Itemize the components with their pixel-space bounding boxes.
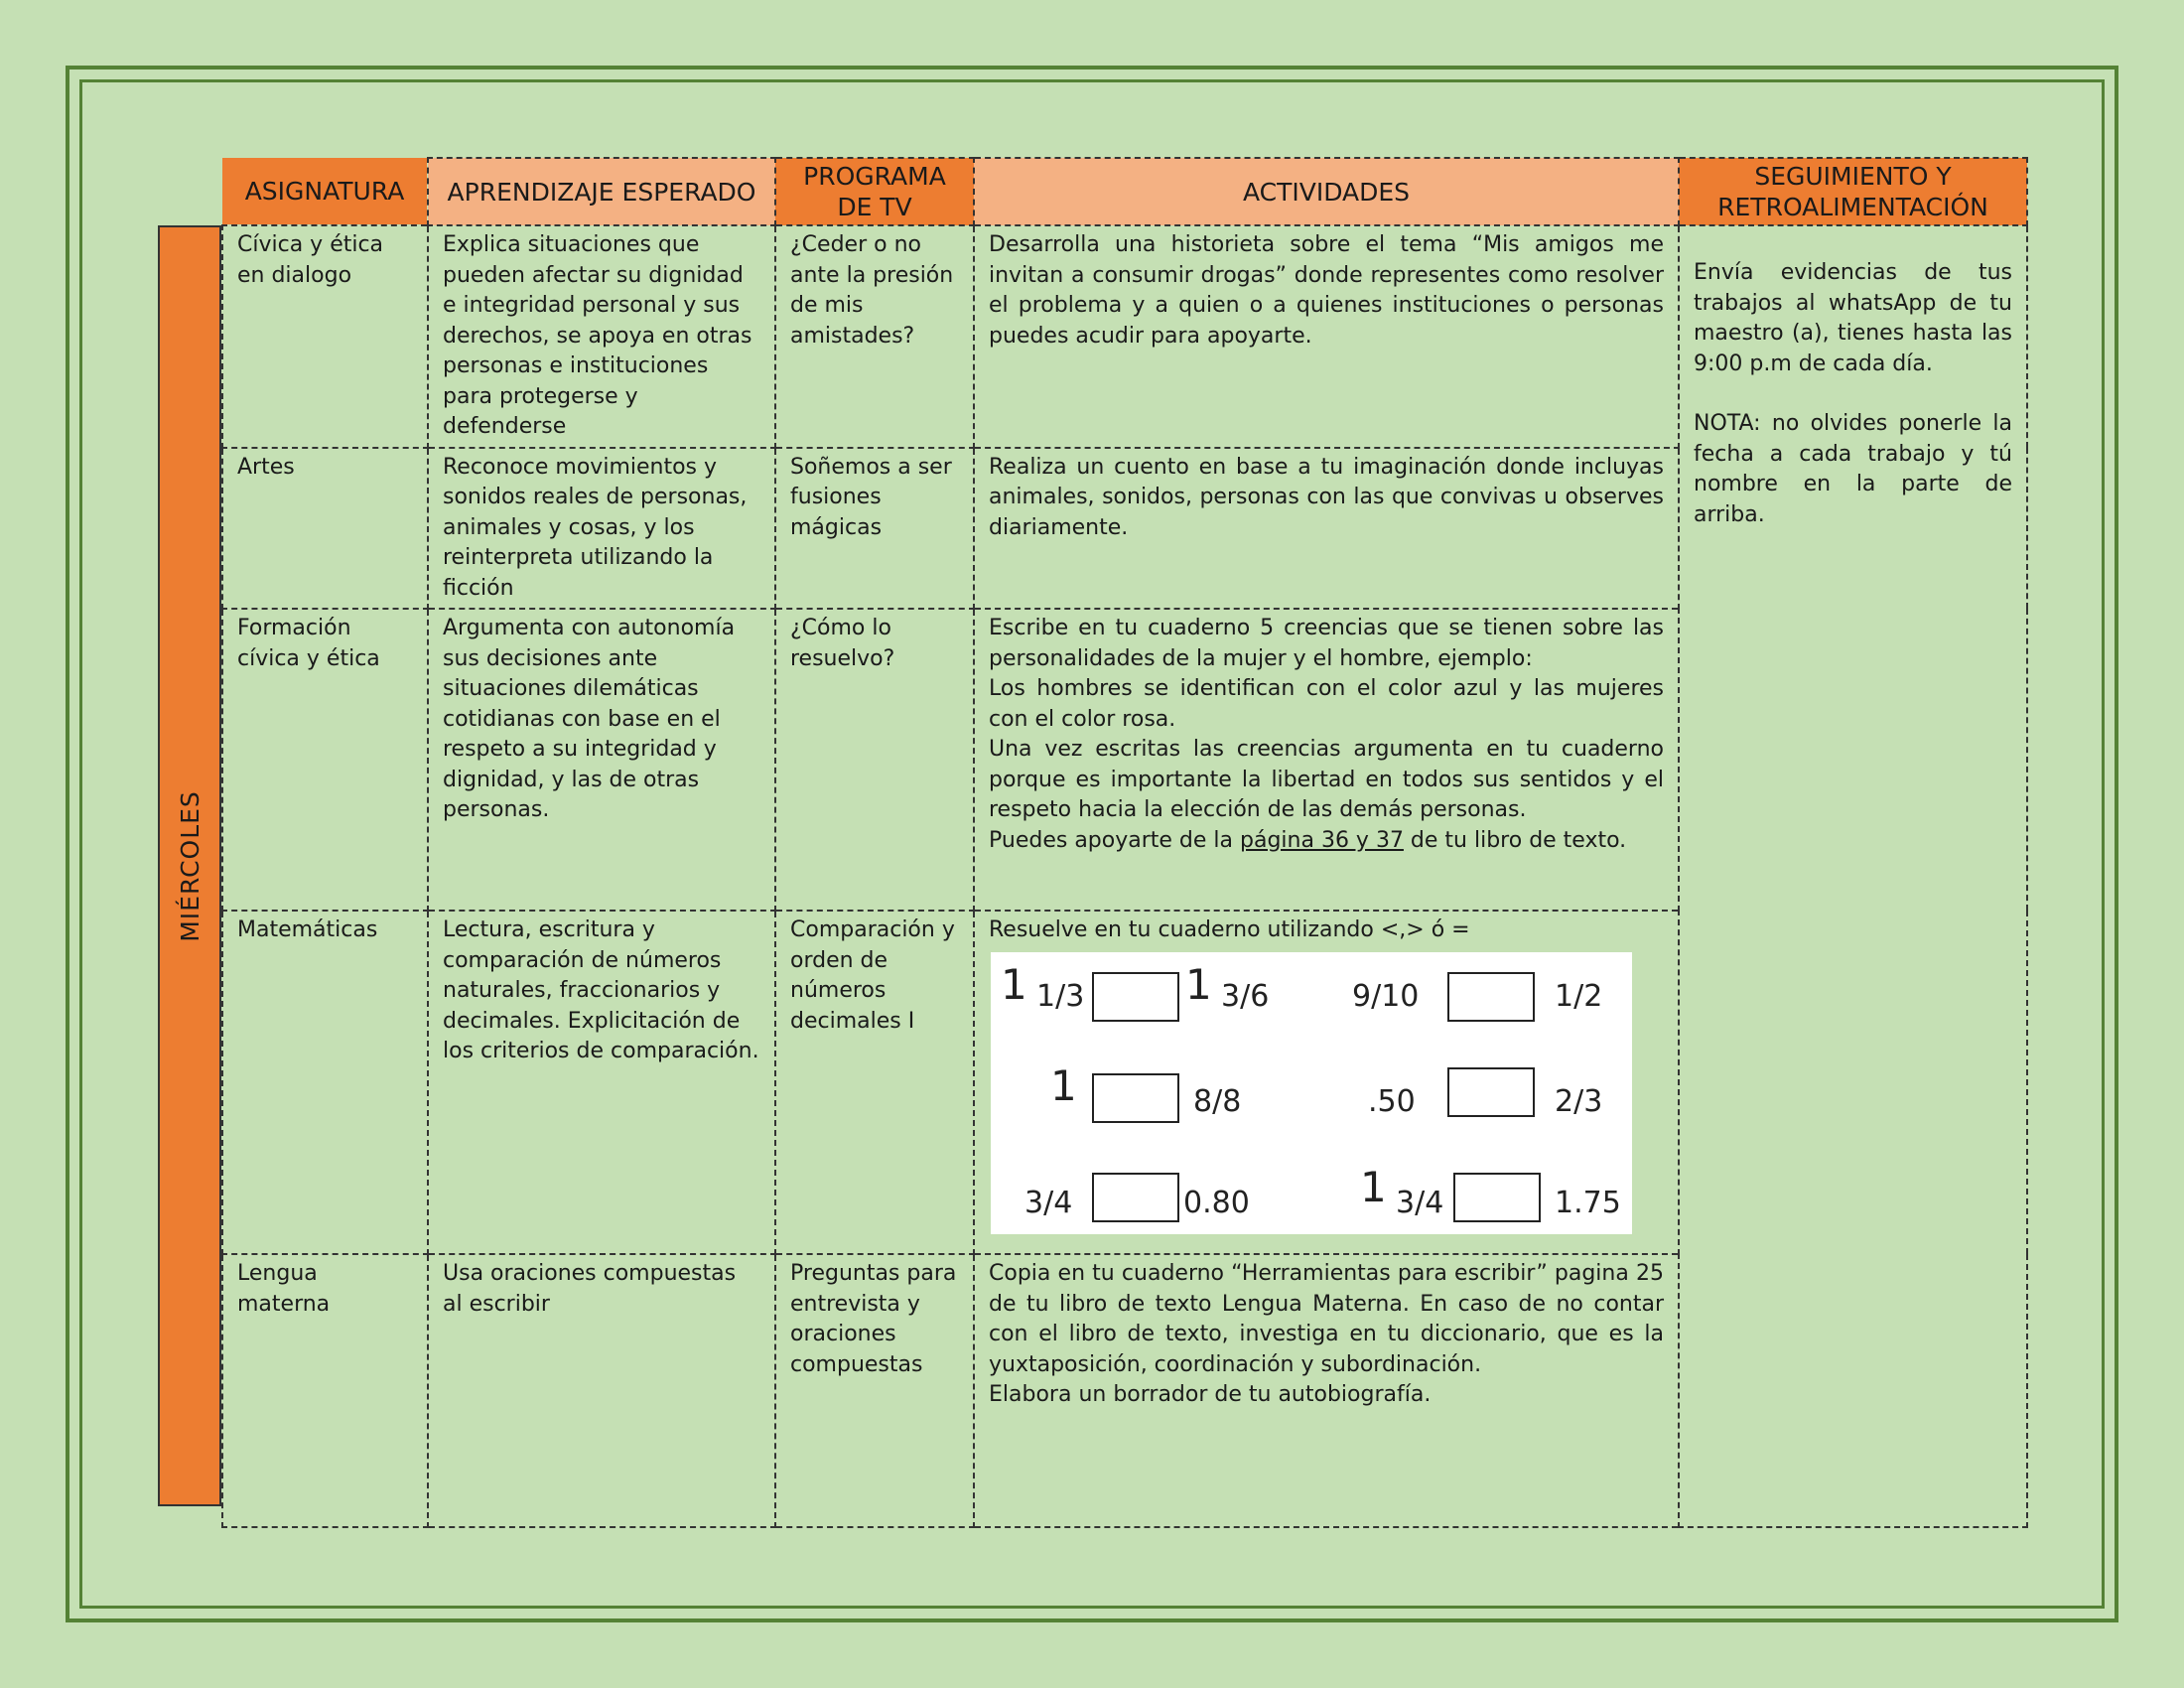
cell-asignatura: Matemáticas bbox=[222, 911, 428, 1254]
cell-programa: Soñemos a ser fusiones mágicas bbox=[775, 448, 974, 610]
cell-aprendizaje: Explica situaciones que pueden afectar su dignidad e integridad personal y sus derechos, se apoya en otras personas e instituciones para protegerse y defenderse bbox=[428, 225, 775, 448]
cell-seguimiento bbox=[1679, 225, 2027, 1527]
table-row bbox=[222, 225, 2027, 448]
cell-programa: ¿Cómo lo resuelvo? bbox=[775, 609, 974, 911]
number: 3/6 bbox=[1221, 978, 1270, 1014]
cell-aprendizaje: Usa oraciones compuestas al escribir bbox=[428, 1254, 775, 1527]
answer-box bbox=[1453, 1173, 1541, 1222]
number: 3/4 bbox=[1396, 1185, 1444, 1220]
number: 8/8 bbox=[1193, 1083, 1242, 1119]
cell-programa: Comparación y orden de números decimales I bbox=[775, 911, 974, 1254]
cell-asignatura: Formación cívica y ética bbox=[222, 609, 428, 911]
number: 0.80 bbox=[1183, 1185, 1250, 1220]
cell-programa: Preguntas para entrevista y oraciones compuestas bbox=[775, 1254, 974, 1527]
number: 1/2 bbox=[1555, 978, 1603, 1014]
header-seguimiento: SEGUIMIENTO Y RETROALIMENTACIÓN bbox=[1679, 158, 2027, 225]
header-programa: PROGRAMA DE TV bbox=[775, 158, 974, 225]
seguimiento-note: NOTA: no olvides ponerle la fecha a cada trabajo y tú nombre en la parte de arriba. bbox=[1694, 411, 2012, 527]
cell-asignatura: Lengua materna bbox=[222, 1254, 428, 1527]
cell-actividades: Desarrolla una historieta sobre el tema “Mis amigos me invitan a consumir drogas” donde representes como resolver el problema y a quien o a quienes instituciones o personas puedes acudir para apoyarte. bbox=[974, 225, 1679, 448]
answer-box bbox=[1092, 1073, 1179, 1123]
cell-actividades: Realiza un cuento en base a tu imaginación donde incluyas animales, sonidos, personas con las que convivas u observes diariamente. bbox=[974, 448, 1679, 610]
actividad-line: Resuelve en tu cuaderno utilizando <,> ó = bbox=[989, 917, 1470, 942]
answer-box bbox=[1447, 972, 1535, 1022]
actividad-line: Escribe en tu cuaderno 5 creencias que se tienen sobre las personalidades de la mujer y el hombre, ejemplo: bbox=[989, 616, 1664, 671]
number: 1 bbox=[1360, 1162, 1387, 1211]
number: 1/3 bbox=[1036, 978, 1085, 1014]
number: 9/10 bbox=[1352, 978, 1420, 1014]
cell-aprendizaje: Reconoce movimientos y sonidos reales de personas, animales y cosas, y los reinterpreta utilizando la ficción bbox=[428, 448, 775, 610]
seguimiento-text: Envía evidencias de tus trabajos al whatsApp de tu maestro (a), tienes hasta las 9:00 p.m de cada día. bbox=[1694, 260, 2012, 376]
comparison-exercise-image bbox=[991, 952, 1632, 1234]
number: 3/4 bbox=[1024, 1185, 1073, 1220]
actividad-line: Los hombres se identifican con el color azul y las mujeres con el color rosa. bbox=[989, 676, 1664, 732]
textbook-page-reference: página 36 y 37 bbox=[1240, 827, 1404, 853]
answer-box bbox=[1447, 1067, 1535, 1117]
header-row bbox=[222, 158, 2027, 225]
header-asignatura: ASIGNATURA bbox=[244, 177, 405, 206]
number: 2/3 bbox=[1555, 1083, 1603, 1119]
day-strip bbox=[158, 225, 221, 1506]
actividad-line: Una vez escritas las creencias argumenta en tu cuaderno porque es importante la libertad en todos sus sentidos y el respeto hacia la elección de las demás personas. bbox=[989, 737, 1664, 822]
number: 1 bbox=[1050, 1060, 1077, 1110]
number: 1 bbox=[1001, 959, 1027, 1009]
cell-actividades bbox=[974, 911, 1679, 1254]
cell-programa: ¿Ceder o no ante la presión de mis amistades? bbox=[775, 225, 974, 448]
cell-actividades bbox=[974, 1254, 1679, 1527]
number: .50 bbox=[1368, 1083, 1416, 1119]
cell-asignatura: Cívica y ética en dialogo bbox=[222, 225, 428, 448]
number: 1 bbox=[1185, 959, 1212, 1009]
header-aprendizaje: APRENDIZAJE ESPERADO bbox=[428, 158, 775, 225]
cell-aprendizaje: Argumenta con autonomía sus decisiones ante situaciones dilemáticas cotidianas con base en el respeto a su integridad y dignidad, y las de otras personas. bbox=[428, 609, 775, 911]
answer-box bbox=[1092, 972, 1179, 1022]
cell-asignatura: Artes bbox=[222, 448, 428, 610]
day-label: MIÉRCOLES bbox=[175, 789, 205, 942]
actividad-line: Puedes apoyarte de la página 36 y 37 de tu libro de texto. bbox=[989, 827, 1627, 853]
number: 1.75 bbox=[1555, 1185, 1621, 1220]
cell-aprendizaje: Lectura, escritura y comparación de números naturales, fraccionarios y decimales. Explicitación de los criterios de comparación. bbox=[428, 911, 775, 1254]
cell-actividades bbox=[974, 609, 1679, 911]
answer-box bbox=[1092, 1173, 1179, 1222]
actividad-line: Copia en tu cuaderno “Herramientas para escribir” pagina 25 de tu libro de texto Lengua Materna. En caso de no contar con el libro de texto, investiga en tu diccionario, que es la yuxtaposición, coordinación y subordinación. bbox=[989, 1261, 1664, 1377]
schedule-table bbox=[175, 157, 2028, 1528]
header-actividades: ACTIVIDADES bbox=[974, 158, 1679, 225]
actividad-line: Elabora un borrador de tu autobiografía. bbox=[989, 1382, 1432, 1407]
